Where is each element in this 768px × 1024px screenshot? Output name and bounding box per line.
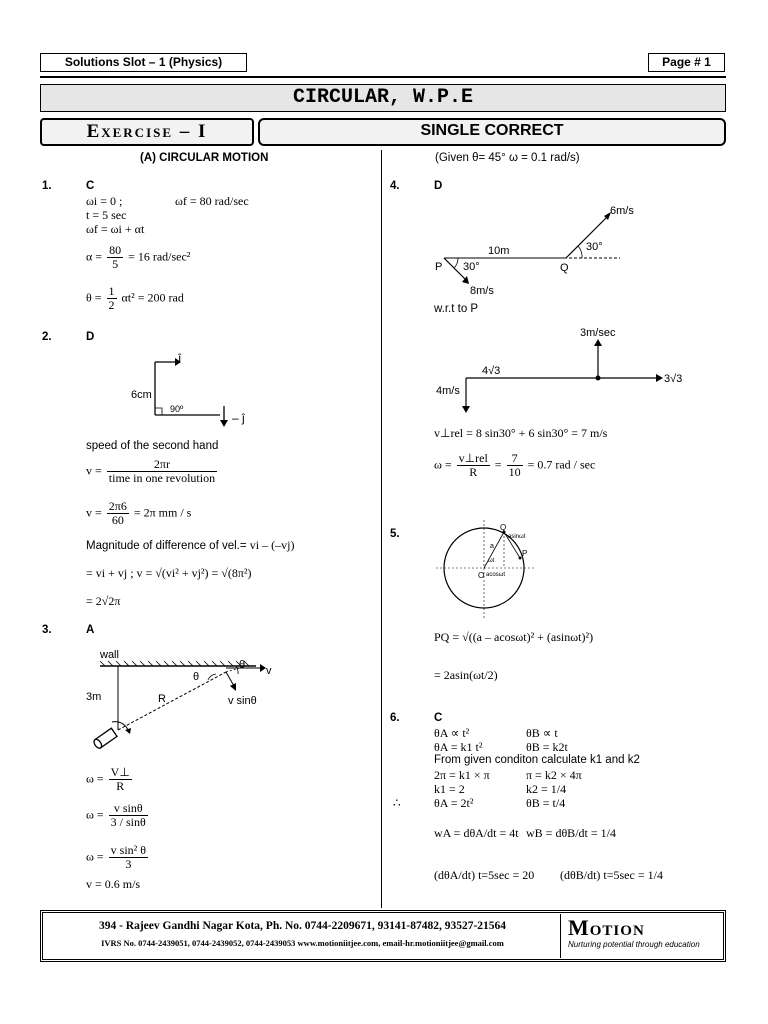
page-title: CIRCULAR, W.P.E xyxy=(40,84,726,112)
q2-length-label: 6cm xyxy=(131,389,152,401)
q5-label-p: P xyxy=(522,549,528,558)
q6-f-b: (dθB/dt) t=5sec = 1/4 xyxy=(560,868,663,882)
q1-line1b: ωf = 80 rad/sec xyxy=(175,194,249,208)
q6-row4-a: 2π = k1 × π xyxy=(434,768,490,782)
q3-radius-label: R xyxy=(158,693,166,705)
q2-eq1: v = $\frac{2\pi r}{\text{time in one revolution}}$ xyxy=(86,457,216,485)
q4-r43-label: 4√3 xyxy=(482,365,501,377)
q6-w-b: wB = dθB/dt = 1/4 xyxy=(526,826,616,840)
q2-eq3: = vi + vj ; v = √(vi² + vj²) = √(8π²) xyxy=(86,566,252,580)
q1-theta: θ = $\frac{1}{2}$ αt² = 200 rad xyxy=(86,284,184,312)
q4-q-label: Q xyxy=(560,262,569,274)
motion-tagline: Nurturing potential through education xyxy=(568,940,700,949)
q6-row1-b: θB ∝ t xyxy=(526,726,558,740)
q5-label-q: Q xyxy=(500,523,507,532)
q2-angle-label: 90º xyxy=(170,404,184,414)
footer-address: 394 - Rajeev Gandhi Nagar Kota, Ph. No. 0744-2209671, 93141-87482, 93527-21564 xyxy=(98,920,507,932)
q2-vector-diagram xyxy=(120,348,260,430)
q4-answer: D xyxy=(434,180,443,192)
q4-eq2: ω = $\frac{\text{v⊥rel}}{R}$ = $\frac{7}{10}$ = 0.7 rad / sec xyxy=(434,451,596,479)
page-number: Page # 1 xyxy=(648,53,725,72)
q4-v8-label: 8m/s xyxy=(470,285,494,297)
q4-v3-label: 3m/sec xyxy=(580,327,616,339)
q5-eq1: PQ = √((a – acosωt)² + (asinωt)²) xyxy=(434,630,594,644)
q5-label-asin: asinωt xyxy=(508,534,526,540)
q2-text1: speed of the second hand xyxy=(86,440,219,452)
column-divider xyxy=(381,150,382,908)
q3-eq2: ω = $\frac{\text{v sinθ}}{3 / \sin\theta}$ xyxy=(86,801,146,829)
q3-height-label: 3m xyxy=(86,691,102,703)
q6-row5-a: k1 = 2 xyxy=(434,782,465,796)
q6-f-a: (dθA/dt) t=5sec = 20 xyxy=(434,868,535,882)
footer-contact: IVRS No. 0744-2439051, 0744-2439052, 0744-2439053 www.motioniitjee.com, email-hr.motioniitjee@gmail.com xyxy=(101,938,504,948)
q1-line1: ωi = 0 ; xyxy=(86,194,123,208)
q6-row5-b: k2 = 1/4 xyxy=(526,782,567,796)
q4-dist-label: 10m xyxy=(488,245,510,257)
q2-eq2: v = $\frac{2\pi 6}{60}$ = 2π mm / s xyxy=(86,499,192,527)
q6-row1-a: θA ∝ t² xyxy=(434,726,470,740)
q3-wall-label: wall xyxy=(100,649,119,661)
q5-label-o: O xyxy=(478,571,485,580)
motion-logo xyxy=(568,916,720,956)
q4-v4-label: 4m/s xyxy=(436,385,460,397)
q4-r33-label: 3√3 xyxy=(664,373,683,385)
q6-number: 6. xyxy=(390,712,400,724)
q4-angle-q: 30° xyxy=(586,241,603,253)
q5-label-wt: ωt xyxy=(488,558,495,564)
q3-answer: A xyxy=(86,624,95,636)
q1-number: 1. xyxy=(42,180,52,192)
slot-label: Solutions Slot – 1 (Physics) xyxy=(40,53,247,72)
q5-eq2: = 2asin(ωt/2) xyxy=(434,668,498,682)
q4-wrt: w.r.t to P xyxy=(434,303,479,315)
q3-eq1: ω = $\frac{V\perp}{R}$ xyxy=(86,765,130,793)
q5-label-a: a xyxy=(490,543,494,550)
q2-i-label: î xyxy=(178,351,182,365)
q1-answer: C xyxy=(86,180,95,192)
q6-row2-a: θA = k1 t² xyxy=(434,740,483,754)
q3-result: v = 0.6 m/s xyxy=(86,877,141,891)
q2-eq4: = 2√2π xyxy=(86,594,121,608)
q1-line3: ωf = ωi + αt xyxy=(86,222,145,236)
exercise-label: Exercise – I xyxy=(40,118,254,146)
q2-answer: D xyxy=(86,331,95,343)
q3-theta-mid: θ xyxy=(193,671,200,683)
q2-j-label: – ĵ xyxy=(232,411,245,425)
q6-therefore: ∴ xyxy=(393,796,401,810)
q6-row6-a: θA = 2t² xyxy=(434,796,474,810)
q5-label-acos: acosωt xyxy=(486,572,506,578)
q3-eq3: ω = $\frac{\text{v sin² θ}}{3}$ xyxy=(86,843,147,871)
footer-divider xyxy=(560,914,561,958)
section-heading: (A) CIRCULAR MOTION xyxy=(140,152,269,164)
header-rule xyxy=(40,76,726,78)
q6-row6-b: θB = t/4 xyxy=(526,796,566,810)
q4-relative-diagram xyxy=(430,322,690,414)
q5-number: 5. xyxy=(390,528,400,540)
q1-alpha: α = $\frac{80}{5}$ = 16 rad/sec² xyxy=(86,243,191,271)
q2-text2: Magnitude of difference of vel.= vi – (–vj) xyxy=(86,538,295,552)
q3-number: 3. xyxy=(42,624,52,636)
q3-v-label: v xyxy=(266,665,272,677)
q6-row3: From given conditon calculate k1 and k2 xyxy=(434,754,640,766)
q1-line2: t = 5 sec xyxy=(86,208,127,222)
q6-row2-b: θB = k2t xyxy=(526,740,568,754)
q4-velocity-diagram xyxy=(430,198,640,298)
q6-answer: C xyxy=(434,712,443,724)
q4-number: 4. xyxy=(390,180,400,192)
q3-wall-diagram xyxy=(86,644,286,754)
q4-angle-p: 30° xyxy=(463,261,480,273)
q4-v6-label: 6m/s xyxy=(610,205,634,217)
q2-number: 2. xyxy=(42,331,52,343)
q6-w-a: wA = dθA/dt = 4t xyxy=(434,826,519,840)
given-note: (Given θ= 45° ω = 0.1 rad/s) xyxy=(435,152,580,164)
q6-row4-b: π = k2 × 4π xyxy=(526,768,582,782)
q4-eq1: v⊥rel = 8 sin30° + 6 sin30° = 7 m/s xyxy=(434,426,608,440)
q4-p-label: P xyxy=(435,261,443,273)
q5-circle-diagram xyxy=(436,520,548,620)
motion-logo-text: Motion xyxy=(568,915,645,940)
q3-vsin-label: v sinθ xyxy=(228,695,257,707)
question-type: SINGLE CORRECT xyxy=(258,118,726,146)
q3-theta-top: θ xyxy=(239,659,246,671)
